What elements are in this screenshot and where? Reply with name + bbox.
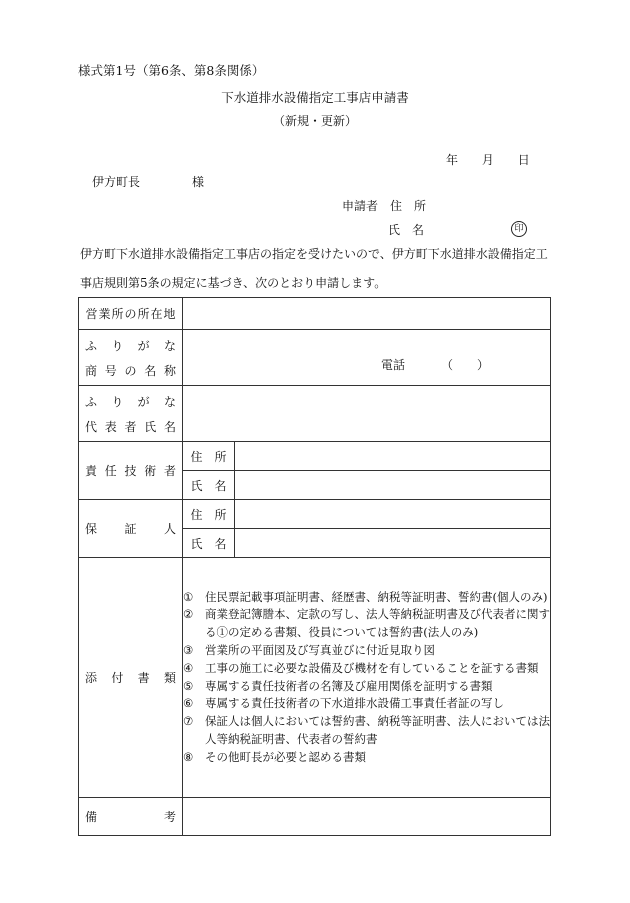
char: 者: [163, 464, 176, 478]
char: 商: [85, 363, 98, 378]
item-number: ④: [183, 660, 194, 675]
guarantor-name-field[interactable]: [235, 529, 551, 558]
trade-name-furigana: [79, 337, 182, 354]
list-item: [183, 713, 550, 749]
char: 名: [163, 419, 176, 434]
char: り: [111, 338, 124, 353]
addressee-name: 伊方町長: [92, 175, 141, 189]
char: り: [111, 394, 124, 409]
char: 人: [163, 522, 176, 536]
document-title: 下水道排水設備指定工事店申請書: [221, 90, 409, 105]
remarks-label: [79, 798, 183, 836]
list-item: [183, 749, 550, 767]
char: の: [124, 363, 137, 378]
attachments-list: [183, 558, 551, 798]
char: な: [163, 394, 176, 409]
engineer-address-label: 住 所: [183, 442, 235, 471]
engineer-name-field[interactable]: [235, 471, 551, 500]
date-line: [446, 153, 530, 167]
char: 任: [104, 464, 117, 478]
item-text: 専属する責任技術者の下水道排水設備工事責任者証の写し: [205, 696, 504, 711]
char: 号: [104, 363, 117, 378]
attachments-label: [79, 558, 183, 798]
guarantor-label: [79, 500, 183, 558]
char: 保: [85, 522, 98, 536]
engineer-label: [79, 442, 183, 500]
char: が: [137, 338, 150, 353]
char: 技: [124, 464, 137, 478]
applicant-address-label: 申請者 住 所: [342, 199, 427, 213]
char: 氏: [144, 419, 157, 434]
char: 考: [163, 810, 176, 824]
engineer-address-field[interactable]: [235, 442, 551, 471]
row-engineer-address: [79, 442, 551, 471]
item-number: ⑤: [183, 678, 194, 693]
char: 術: [144, 464, 157, 478]
item-number: ①: [183, 589, 194, 604]
trade-name-field[interactable]: [183, 330, 551, 386]
row-guarantor-address: [79, 500, 551, 529]
item-number: ⑦: [183, 714, 194, 729]
engineer-name-label: 氏 名: [183, 471, 235, 500]
phone-label: 電話: [381, 358, 406, 372]
char: ふ: [85, 338, 98, 353]
char: 備: [85, 810, 98, 824]
char: 添: [85, 671, 98, 685]
remarks-field[interactable]: [183, 798, 551, 836]
row-office-location: [79, 298, 551, 330]
row-representative: [79, 386, 551, 442]
list-item: [183, 695, 550, 713]
char: な: [163, 338, 176, 353]
representative-furigana: [79, 393, 182, 410]
phone-parens: （ ）: [441, 358, 490, 372]
applicant-name-label: 氏 名: [388, 223, 425, 237]
form-number: 様式第1号（第6条、第8条関係）: [78, 63, 265, 78]
char: 責: [85, 464, 98, 478]
item-text: 商業登記簿謄本、定款の写し、法人等納税証明書及び代表者に関する①の定める書類、役員については誓約書(法人のみ): [205, 607, 550, 640]
office-location-label: 営業所の所在地: [79, 298, 183, 330]
guarantor-address-label: 住 所: [183, 500, 235, 529]
char: 称: [163, 363, 176, 378]
guarantor-name-label: 氏 名: [183, 529, 235, 558]
list-item: [183, 642, 550, 660]
list-item: [183, 660, 550, 678]
date-month: 月: [481, 153, 494, 167]
item-text: その他町長が必要と認める書類: [205, 749, 366, 764]
intro-line-1: 伊方町下水道排水設備指定工事店の指定を受けたいので、伊方町下水道排水設備指定工: [80, 247, 548, 261]
application-table: [78, 297, 551, 836]
char: 付: [111, 671, 124, 685]
char: 証: [124, 522, 137, 536]
char: 者: [124, 419, 137, 434]
item-number: ⑧: [183, 749, 194, 764]
date-day: 日: [517, 153, 530, 167]
trade-name-label: [79, 330, 183, 386]
list-item: [183, 678, 550, 696]
char: ふ: [85, 394, 98, 409]
phone-line: [183, 342, 550, 373]
list-item: [183, 606, 550, 642]
item-number: ⑥: [183, 696, 194, 711]
char: 書: [137, 671, 150, 685]
item-text: 営業所の平面図及び写真並びに付近見取り図: [205, 642, 435, 657]
document-subtitle: （新規・更新）: [272, 114, 357, 128]
char: 類: [163, 671, 176, 685]
intro-line-2: 事店規則第5条の規定に基づき、次のとおり申請します。: [80, 276, 387, 290]
item-text: 工事の施工に必要な設備及び機材を有していることを証する書類: [205, 660, 539, 675]
representative-kanji: [79, 418, 182, 435]
char: 代: [85, 419, 98, 434]
office-location-field[interactable]: [183, 298, 551, 330]
honorific: 様: [192, 175, 205, 189]
item-text: 住民票記載事項証明書、経歴書、納税等証明書、誓約書(個人のみ): [205, 589, 548, 604]
char: 名: [144, 363, 157, 378]
item-number: ③: [183, 642, 194, 657]
row-attachments: [79, 558, 551, 798]
char: が: [137, 394, 150, 409]
char: 表: [104, 419, 117, 434]
representative-label: [79, 386, 183, 442]
list-item: [183, 589, 550, 607]
item-text: 保証人は個人においては誓約書、納税等証明書、法人においては法人等納税証明書、代表者の誓約書: [205, 714, 550, 746]
addressee: [92, 175, 204, 189]
item-number: ②: [183, 607, 194, 622]
row-trade-name: [79, 330, 551, 386]
row-remarks: [79, 798, 551, 836]
item-text: 専属する責任技術者の名簿及び雇用関係を証明する書類: [205, 678, 493, 693]
date-year: 年: [446, 153, 459, 167]
guarantor-address-field[interactable]: [235, 500, 551, 529]
trade-name-kanji: [79, 362, 182, 379]
representative-field[interactable]: [183, 386, 551, 442]
seal-mark: 印: [511, 221, 527, 237]
